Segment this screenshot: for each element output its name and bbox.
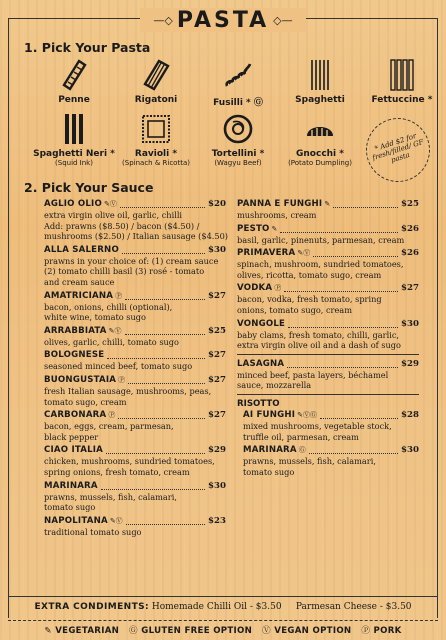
- sauce-name: AGLIO OLIO: [44, 199, 102, 209]
- sauce-description: onions, tomato sugo, cream: [237, 304, 352, 315]
- sauce-price: $27: [208, 410, 226, 421]
- section-divider: [237, 354, 419, 355]
- sauce-description: bacon, eggs, cream, parmesan,: [44, 421, 174, 432]
- sauce-description: bacon, vodka, fresh tomato, spring: [237, 294, 382, 305]
- pasta-subtitle: (Spinach & Ricotta): [122, 159, 190, 167]
- dietary-tags: Ⓟ: [108, 411, 116, 420]
- dot-leader: [126, 524, 205, 525]
- risotto-description: mixed mushrooms, vegetable stock,: [243, 420, 392, 431]
- risotto-heading: RISOTTO: [237, 398, 280, 409]
- sauce-name: AMATRICIANA: [44, 290, 114, 301]
- sauce-description: olives, garlic, chilli, tomato sugo: [44, 336, 179, 347]
- sauce-item: [237, 224, 419, 246]
- sauce-price: $25: [208, 325, 226, 336]
- pork-icon: Ⓟ: [361, 626, 371, 636]
- sauce-item: [44, 245, 226, 288]
- sauce-name: CIAO ITALIA: [44, 445, 104, 456]
- pasta-item-fusilli: [196, 58, 280, 108]
- pasta-name: Spaghetti: [295, 95, 345, 105]
- dietary-tags: ✎Ⓥ: [108, 326, 122, 335]
- sauce-description: (2) tomato chilli basil (3) rosé - tomato: [44, 266, 205, 277]
- sauce-price: $30: [401, 318, 419, 329]
- dot-leader: [309, 453, 398, 454]
- sauce-description: prawns, mussels, fish, calamari,: [44, 491, 177, 502]
- frame-right-border: [437, 18, 438, 618]
- sauce-name: LASAGNA: [237, 358, 285, 369]
- pasta-subtitle: (Potato Dumpling): [288, 159, 352, 167]
- fettuccine-icon: [385, 58, 419, 92]
- risotto-description: truffle oil, parmesan, cream: [243, 431, 359, 442]
- sauce-price: $25: [401, 199, 419, 209]
- dot-leader: [125, 299, 205, 300]
- sauce-item: [237, 319, 419, 351]
- sauce-price: $23: [208, 515, 226, 526]
- spaghetti-neri-icon: [57, 112, 91, 146]
- pasta-item-ravioli: [114, 112, 198, 167]
- sauce-item: [44, 516, 226, 538]
- sauce-description: sauce, mozzarella: [237, 380, 312, 391]
- rigatoni-icon: [139, 58, 173, 92]
- sauce-description: white wine, tomato sugo: [44, 312, 146, 323]
- pasta-subtitle: (Wagyu Beef): [214, 159, 262, 167]
- dietary-tags: Ⓟ: [115, 291, 123, 300]
- risotto-item: [237, 410, 419, 442]
- dietary-tags: ✎: [271, 224, 278, 233]
- risotto-item: [237, 445, 419, 477]
- gnocchi-icon: [303, 112, 337, 146]
- sauce-item: [44, 481, 226, 513]
- dot-leader: [107, 358, 205, 359]
- dietary-tags: Ⓟ: [118, 375, 126, 384]
- pasta-name: Gnocchi *: [296, 149, 344, 159]
- dot-leader: [284, 291, 398, 292]
- sauce-price: $27: [401, 283, 419, 294]
- sauce-description: extra virgin olive oil and a dash of sugo: [237, 340, 401, 351]
- sauce-description: extra virgin olive oil, garlic, chilli: [44, 210, 183, 220]
- sauce-name: VONGOLE: [237, 318, 286, 329]
- sauce-price: $30: [208, 480, 226, 491]
- pasta-name: Ravioli *: [134, 149, 178, 159]
- dot-leader: [320, 418, 398, 419]
- pasta-name: Spaghetti Neri *: [33, 149, 115, 159]
- section-pick-sauce: 2. Pick Your Sauce: [24, 180, 154, 195]
- risotto-description: tomato sugo: [243, 466, 295, 477]
- dietary-tags: ✎Ⓥ: [297, 249, 311, 258]
- legend-divider: [8, 620, 438, 621]
- sauce-description: spring onions, fresh tomato, cream: [44, 466, 190, 477]
- condiments-label: EXTRA CONDIMENTS:: [34, 602, 149, 612]
- vegetarian-icon: ✎: [44, 626, 52, 636]
- dietary-tags: Ⓖ: [298, 446, 306, 455]
- pasta-item-spaghetti: [278, 58, 362, 105]
- sauce-item: [44, 291, 226, 323]
- sauce-description: fresh Italian sausage, mushrooms, peas,: [44, 385, 212, 396]
- legend-vegetarian: VEGETARIAN: [55, 626, 120, 636]
- pasta-name: Rigatoni: [134, 95, 178, 105]
- pasta-item-fettuccine: [360, 58, 444, 105]
- dot-leader: [118, 418, 205, 419]
- sauce-description: chicken, mushrooms, sundried tomatoes,: [44, 456, 215, 467]
- dietary-tags: ✎Ⓥ: [103, 200, 117, 208]
- dot-leader: [101, 489, 205, 490]
- dietary-tags: ✎Ⓥ: [109, 516, 123, 525]
- pasta-item-tortellini: [196, 112, 280, 167]
- sauce-description: seasoned minced beef, tomato sugo: [44, 361, 193, 372]
- sauce-description: basil, garlic, pinenuts, parmesan, cream: [237, 234, 405, 245]
- pasta-name: Penne: [58, 95, 90, 105]
- risotto-description: prawns, mussels, fish, calamari,: [243, 456, 376, 467]
- fresh-pasta-badge: [358, 110, 439, 191]
- pasta-name: Fusilli * Ⓖ: [213, 98, 263, 108]
- title-ornament-right: ◇—: [273, 13, 293, 27]
- pasta-subtitle: (Squid Ink): [55, 159, 93, 167]
- section-pick-pasta: 1. Pick Your Pasta: [24, 40, 151, 55]
- sauce-description: and cream sauce: [44, 276, 115, 287]
- sauce-item-lasagna: [237, 359, 419, 391]
- pasta-item-penne: [32, 58, 116, 105]
- pasta-name: Tortellini *: [211, 149, 265, 159]
- sauce-item: [237, 248, 419, 280]
- sauce-price: $27: [208, 374, 226, 385]
- sauce-name: MARINARA: [44, 480, 98, 491]
- legend-vegan: VEGAN OPTION: [274, 626, 352, 636]
- sauce-description: spinach, mushroom, sundried tomatoes,: [237, 259, 404, 270]
- dietary-tags: ✎: [324, 200, 331, 208]
- sauce-column-left: [44, 199, 226, 540]
- dot-leader: [333, 207, 398, 208]
- bottom-divider: [8, 596, 438, 597]
- sauce-price: $30: [208, 244, 226, 255]
- tortellini-icon: [221, 112, 255, 146]
- sauce-description: traditional tomato sugo: [44, 526, 142, 537]
- page-title: PASTA: [176, 7, 270, 33]
- sauce-price: $26: [401, 223, 419, 234]
- sauce-price: $27: [208, 350, 226, 361]
- sauce-description: tomato sugo: [44, 502, 96, 513]
- risotto-price: $30: [401, 445, 419, 456]
- sauce-price: $29: [208, 445, 226, 456]
- sauce-item: [44, 445, 226, 477]
- sauce-price: $27: [208, 290, 226, 301]
- dietary-legend: [0, 624, 446, 636]
- spaghetti-icon: [303, 58, 337, 92]
- sauce-price: $29: [401, 358, 419, 369]
- sauce-name: ALLA SALERNO: [44, 244, 119, 255]
- risotto-name: MARINARA: [243, 445, 297, 456]
- sauce-name: BUONGUSTAIA: [44, 374, 117, 385]
- title-block: [140, 8, 306, 32]
- sauce-description: Add: prawns ($8.50) / bacon ($4.50) /: [44, 220, 200, 231]
- sauce-name: BOLOGNESE: [44, 350, 105, 361]
- sauce-item: [44, 375, 226, 407]
- dot-leader: [120, 207, 205, 208]
- dietary-tags: Ⓟ: [274, 284, 282, 293]
- dot-leader: [128, 383, 205, 384]
- sauce-name: PRIMAVERA: [237, 248, 296, 259]
- legend-pork: PORK: [373, 626, 402, 636]
- dot-leader: [288, 327, 398, 328]
- sauce-name: NAPOLITANA: [44, 515, 108, 526]
- pasta-item-spaghetti-neri: [32, 112, 116, 167]
- extra-condiments: [0, 602, 446, 612]
- sauce-description: mushrooms, cream: [237, 210, 317, 220]
- dot-leader: [125, 334, 206, 335]
- frame-left-border: [8, 18, 9, 618]
- dot-leader: [280, 232, 398, 233]
- sauce-item: [44, 350, 226, 372]
- sauce-column-right: [237, 199, 419, 480]
- sauce-name: CARBONARA: [44, 410, 107, 421]
- fusilli-icon: [221, 58, 255, 92]
- pasta-item-gnocchi: [278, 112, 362, 167]
- dot-leader: [122, 253, 205, 254]
- title-ornament-left: —◇: [153, 13, 173, 27]
- sauce-description: baby clams, fresh tomato, chilli, garlic,: [237, 329, 400, 340]
- condiment-chilli-oil: Homemade Chilli Oil - $3.50: [151, 602, 282, 612]
- sauce-name: PANNA E FUNGHI: [237, 199, 323, 209]
- sauce-name: PESTO: [237, 223, 270, 234]
- gluten-free-icon: Ⓖ: [129, 626, 138, 636]
- penne-icon: [57, 58, 91, 92]
- sauce-item: [44, 410, 226, 442]
- sauce-description: minced beef, pasta layers, béchamel: [237, 369, 389, 380]
- sauce-item: [237, 199, 419, 221]
- sauce-description: prawns in your choice of: (1) cream sauce: [44, 255, 219, 266]
- condiment-parmesan: Parmesan Cheese - $3.50: [295, 602, 412, 612]
- sauce-description: olives, ricotta, tomato sugo, cream: [237, 269, 382, 280]
- sauce-item: [44, 199, 226, 242]
- sauce-item: [237, 283, 419, 315]
- sauce-price: $20: [208, 199, 226, 209]
- dot-leader: [287, 367, 398, 368]
- sauce-item: [44, 326, 226, 348]
- section-divider: [237, 394, 419, 395]
- badge-text: * Add $2 for fresh/filled/ GF pasta: [371, 131, 425, 165]
- ravioli-icon: [139, 112, 173, 146]
- risotto-price: $28: [401, 409, 419, 420]
- legend-gluten-free: GLUTEN FREE OPTION: [141, 626, 253, 636]
- dietary-tags: ✎ⓋⒼ: [297, 410, 317, 419]
- sauce-description: tomato sugo, cream: [44, 396, 127, 407]
- sauce-description: mushrooms ($2.50) / Italian sausage ($4.50): [44, 231, 228, 242]
- dot-leader: [106, 453, 205, 454]
- sauce-description: bacon, onions, chilli (optional),: [44, 301, 173, 312]
- pasta-item-rigatoni: [114, 58, 198, 105]
- sauce-description: black pepper: [44, 431, 99, 442]
- risotto-name: AI FUNGHI: [243, 409, 296, 420]
- sauce-price: $26: [401, 248, 419, 259]
- dot-leader: [313, 256, 398, 257]
- sauce-name: ARRABBIATA: [44, 325, 107, 336]
- pasta-name: Fettuccine *: [371, 95, 433, 105]
- sauce-name: VODKA: [237, 283, 273, 294]
- vegan-icon: Ⓥ: [262, 626, 271, 636]
